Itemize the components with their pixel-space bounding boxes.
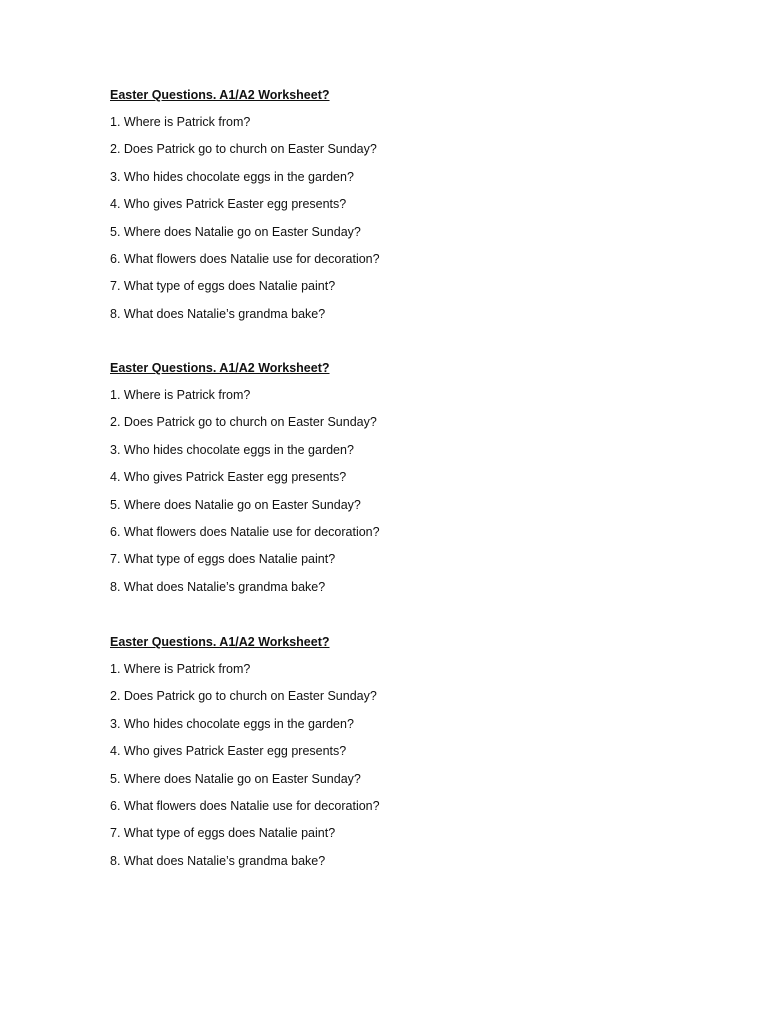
worksheet-heading: Easter Questions. A1/A2 Worksheet? <box>110 635 330 649</box>
question-item: 1. Where is Patrick from? <box>110 115 251 129</box>
question-item: 6. What flowers does Natalie use for decoration? <box>110 524 380 539</box>
worksheet-block-2 <box>110 360 670 606</box>
question-item: 4. Who gives Patrick Easter egg presents? <box>110 197 347 212</box>
question-item: 4. Who gives Patrick Easter egg presents? <box>110 470 347 485</box>
question-item: 7. What type of eggs does Natalie paint? <box>110 826 336 841</box>
worksheet-block-1 <box>110 87 670 333</box>
question-item: 8. What does Natalie’s grandma bake? <box>110 579 326 594</box>
question-item: 2. Does Patrick go to church on Easter Sunday? <box>110 142 377 157</box>
question-item: 8. What does Natalie’s grandma bake? <box>110 853 326 868</box>
question-item: 8. What does Natalie’s grandma bake? <box>110 306 326 321</box>
question-item: 7. What type of eggs does Natalie paint? <box>110 279 336 294</box>
question-item: 5. Where does Natalie go on Easter Sunday? <box>110 497 361 512</box>
question-item: 4. Who gives Patrick Easter egg presents? <box>110 744 347 759</box>
worksheet-block-3 <box>110 634 670 880</box>
question-item: 7. What type of eggs does Natalie paint? <box>110 552 336 567</box>
question-item: 5. Where does Natalie go on Easter Sunday? <box>110 771 361 786</box>
question-item: 3. Who hides chocolate eggs in the garden? <box>110 169 354 184</box>
worksheet-heading: Easter Questions. A1/A2 Worksheet? <box>110 361 330 375</box>
question-item: 3. Who hides chocolate eggs in the garden? <box>110 442 354 457</box>
question-item: 1. Where is Patrick from? <box>110 388 251 402</box>
worksheet-heading: Easter Questions. A1/A2 Worksheet? <box>110 88 330 102</box>
question-item: 2. Does Patrick go to church on Easter Sunday? <box>110 415 377 430</box>
question-item: 5. Where does Natalie go on Easter Sunday? <box>110 224 361 239</box>
question-item: 3. Who hides chocolate eggs in the garden? <box>110 716 354 731</box>
question-item: 6. What flowers does Natalie use for decoration? <box>110 251 380 266</box>
question-item: 1. Where is Patrick from? <box>110 662 251 676</box>
question-item: 6. What flowers does Natalie use for decoration? <box>110 798 380 813</box>
question-item: 2. Does Patrick go to church on Easter Sunday? <box>110 689 377 704</box>
